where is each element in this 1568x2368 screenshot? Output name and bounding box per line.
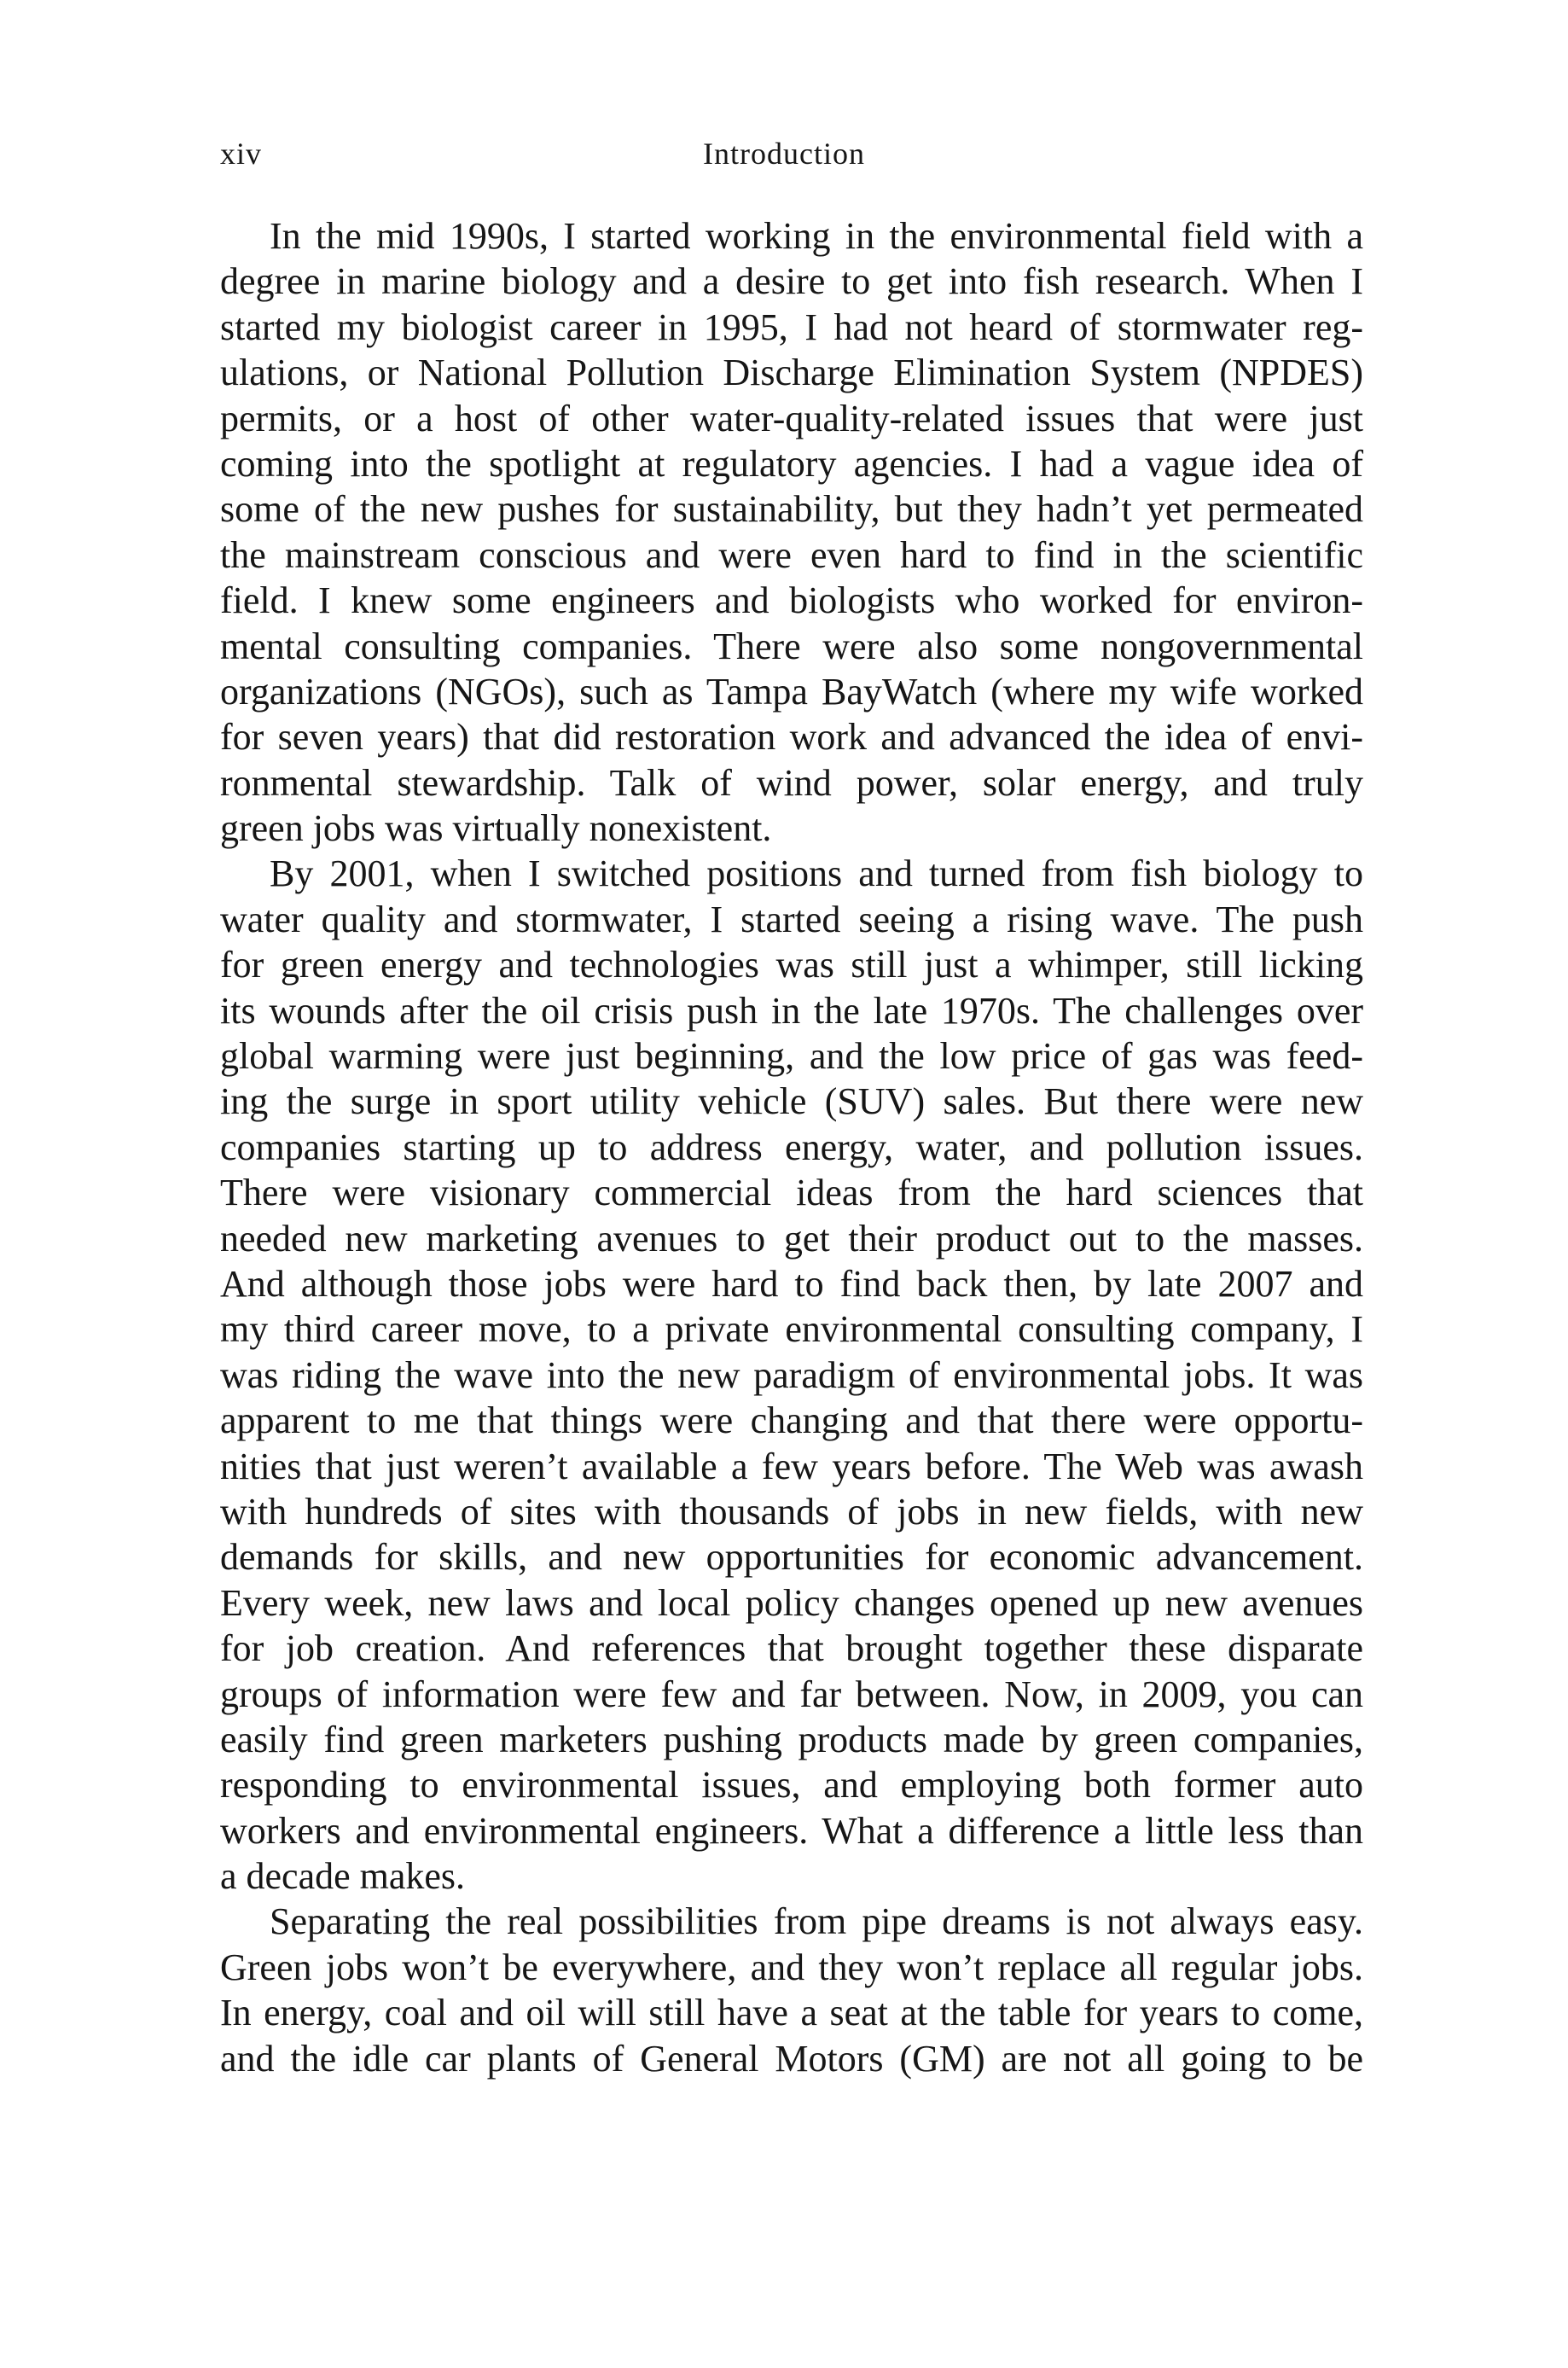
text-line: apparent to me that things were changing and that there were opportu- [220,1399,1363,1442]
text-line: degree in marine biology and a desire to get into fish research. When I [220,260,1363,303]
paragraph-1 [220,213,1363,851]
text-line: water quality and stormwater, I started seeing a rising wave. The push [220,898,1363,940]
text-line: In the mid 1990s, I started working in the environmental field with a [270,215,1363,257]
text-line: permits, or a host of other water-quality-related issues that were just [220,397,1363,439]
text-line: companies starting up to address energy, water, and pollution issues. [220,1126,1363,1168]
running-head: Introduction [703,137,865,171]
text-line: mental consulting companies. There were also some nongovernmental [220,625,1363,667]
text-line: some of the new pushes for sustainability, but they hadn’t yet permeated [220,488,1363,531]
text-line: ronmental stewardship. Talk of wind power, solar energy, and truly [220,761,1363,804]
text-line: the mainstream conscious and were even hard to find in the scientific [220,533,1363,576]
page-number: xiv [220,137,263,171]
text-line: And although those jobs were hard to find back then, by late 2007 and [220,1262,1363,1305]
paragraph-2 [220,851,1363,1899]
text-line: nities that just weren’t available a few years before. The Web was awash [220,1445,1363,1487]
body-text [220,213,1363,2081]
text-line: green jobs was virtually nonexistent. [220,807,772,850]
text-line: workers and environmental engineers. What a difference a little less than [220,1809,1363,1852]
text-line: for seven years) that did restoration work and advanced the idea of envi- [220,716,1363,759]
text-line: a decade makes. [220,1855,466,1898]
text-line: organizations (NGOs), such as Tampa BayWatch (where my wife worked [220,670,1363,713]
text-line: easily find green marketers pushing products made by green companies, [220,1718,1363,1760]
text-line: for job creation. And references that brought together these disparate [220,1627,1363,1670]
text-line: needed new marketing avenues to get their product out to the masses. [220,1217,1363,1260]
text-line: There were visionary commercial ideas from the hard sciences that [220,1172,1363,1214]
text-line: responding to environmental issues, and employing both former auto [220,1764,1363,1807]
text-line: for green energy and technologies was still just a whimper, still licking [220,944,1363,986]
text-line: coming into the spotlight at regulatory agencies. I had a vague idea of [220,442,1363,485]
text-line: was riding the wave into the new paradigm of environmental jobs. It was [220,1353,1363,1396]
text-line: demands for skills, and new opportunities for economic advancement. [220,1536,1363,1579]
text-line: its wounds after the oil crisis push in the late 1970s. The challenges over [220,989,1363,1032]
text-line: started my biologist career in 1995, I had not heard of stormwater reg- [220,305,1363,348]
text-line: By 2001, when I switched positions and turned from fish biology to [270,852,1363,895]
text-line: Separating the real possibilities from pipe dreams is not always easy. [270,1900,1363,1943]
text-line: ulations, or National Pollution Discharge Elimination System (NPDES) [220,352,1363,394]
text-line: Green jobs won’t be everywhere, and they won’t replace all regular jobs. [220,1946,1363,1988]
paragraph-3 [220,1899,1363,2081]
text-line: ing the surge in sport utility vehicle (SUV) sales. But there were new [220,1080,1363,1123]
text-line: and the idle car plants of General Motors (GM) are not all going to be [220,2037,1363,2080]
text-line: with hundreds of sites with thousands of jobs in new fields, with new [220,1490,1363,1533]
text-line: field. I knew some engineers and biologists who worked for environ- [220,579,1363,622]
text-line: Every week, new laws and local policy changes opened up new avenues [220,1581,1363,1624]
text-line: groups of information were few and far between. Now, in 2009, you can [220,1673,1363,1715]
text-line: global warming were just beginning, and the low price of gas was feed- [220,1035,1363,1078]
text-line: my third career move, to a private environmental consulting company, I [220,1308,1363,1351]
text-line: In energy, coal and oil will still have a seat at the table for years to come, [220,1992,1363,2034]
